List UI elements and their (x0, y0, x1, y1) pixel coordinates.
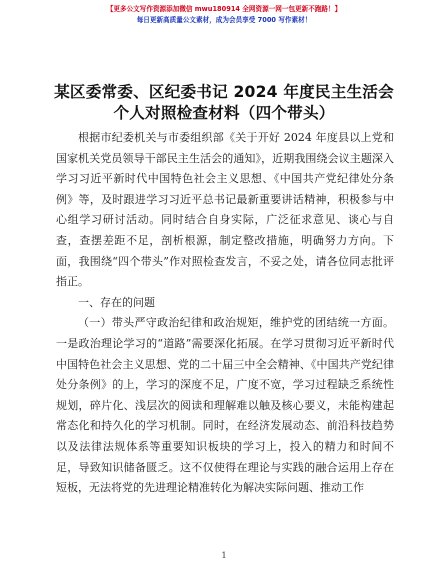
promo-banner (0, 4, 448, 26)
document-title (0, 82, 448, 124)
subsection-paragraph: （一）带头严守政治纪律和政治规矩，维护党的团结统一方面。一是政治理论学习的“道路”需要深化拓展。在学习贯彻习近平新时代中国特色社会主义思想、党的二十届三中全会精神、《中国共产党纪律处分条例》的上，学习的深度不足，广度不宽，学习过程缺乏系统性规划，碎片化、浅层次的阅读和理解难以触及核心要义，未能构建起常态化和持久化的学习机制。同时，在经济发展动态、前沿科技趋势以及法律法规体系等重要知识板块的学习上，投入的精力和时间不足，导致知识储备匮乏。这不仅使得在理论与实践的融合运用上存在短板，无法将党的先进理论精准转化为解决实际问题、推动工作 (56, 316, 394, 495)
document-title-line-1: 某区委常委、区纪委书记 2024 年度民主生活会 (54, 83, 394, 101)
document-title-line-2: 个人对照检查材料（四个带头） (113, 104, 335, 122)
page-number: 1 (221, 551, 227, 560)
intro-paragraph: 根据市纪委机关与市委组织部《关于开好 2024 年度县以上党和国家机关党员领导干部民主生活会的通知》，近期我围绕会议主题深入学习习近平新时代中国特色社会主义思想、《中国共产党纪律处分条例》等，及时跟进学习习近平总书记最新重要讲话精神，积极参与中心组学习研讨活动。同时结合自身实际，广泛征求意见、谈心与自查，查摆差距不足，剖析根源，制定整改措施，明确努力方向。下面，我围绕“四个带头”作对照检查发言，不妥之处，请各位同志批评指正。 (56, 131, 394, 289)
promo-banner-line-1: 【更多公文写作资源添加微信 mwu180914 全网资源一网一包更新不跑路！】 (106, 5, 342, 13)
promo-banner-line-2: 每日更新高质量公文素材，成为会员享受 7000 写作素材！ (136, 16, 312, 24)
section-heading: 一、存在的问题 (78, 295, 155, 309)
document-body (56, 128, 394, 499)
